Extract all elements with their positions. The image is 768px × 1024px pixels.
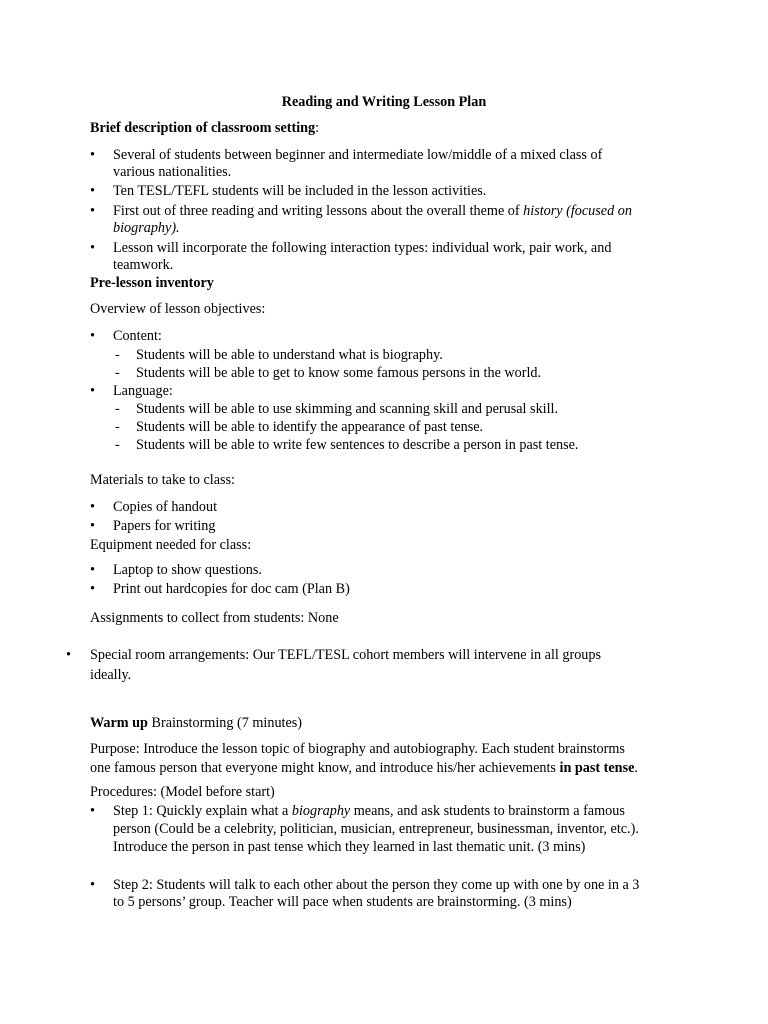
special-arrangements-line-1: Special room arrangements: Our TEFL/TESL cohort members will intervene in all groups <box>90 647 602 663</box>
step-2-line-2: to 5 persons’ group. Teacher will pace when students are brainstorming. (3 mins) <box>113 894 572 910</box>
setting-bullet-3-line-1: First out of three reading and writing lessons about the overall theme of history (focused on <box>113 203 632 219</box>
bullet-glyph: • <box>90 147 95 163</box>
bullet-glyph: • <box>90 877 95 893</box>
equipment-label: Equipment needed for class: <box>90 537 252 553</box>
page-title: Reading and Writing Lesson Plan <box>281 94 487 110</box>
dash-glyph: - <box>115 437 120 453</box>
language-item: Students will be able to identify the appearance of past tense. <box>136 419 484 435</box>
bullet-glyph: • <box>90 581 95 597</box>
bullet-glyph: • <box>90 203 95 219</box>
materials-label: Materials to take to class: <box>90 472 235 488</box>
content-label: Content: <box>113 328 162 344</box>
bullet-glyph: • <box>90 499 95 515</box>
assignments-line: Assignments to collect from students: None <box>90 610 339 626</box>
bullet-glyph: • <box>90 328 95 344</box>
warmup-purpose-line-2: one famous person that everyone might know, and introduce his/her achievements in past tense. <box>90 760 638 776</box>
step-1-line-2: person (Could be a celebrity, politician, musician, entrepreneur, businessman, inventor, etc.). <box>113 821 639 837</box>
equipment-item: Laptop to show questions. <box>113 562 262 578</box>
setting-heading: Brief description of classroom setting: <box>90 120 320 136</box>
inventory-heading: Pre-lesson inventory <box>90 275 214 291</box>
objectives-overview: Overview of lesson objectives: <box>90 301 266 317</box>
step-1-line-3: Introduce the person in past tense which they learned in last thematic unit. (3 mins) <box>113 839 586 855</box>
bullet-glyph: • <box>90 240 95 256</box>
bullet-glyph: • <box>90 183 95 199</box>
special-arrangements-line-2: ideally. <box>90 667 132 683</box>
step-1-line-1: Step 1: Quickly explain what a biography means, and ask students to brainstorm a famous <box>113 803 625 819</box>
dash-glyph: - <box>115 419 120 435</box>
setting-bullet-3-line-2: biography). <box>113 220 180 236</box>
bullet-glyph: • <box>90 803 95 819</box>
material-item: Copies of handout <box>113 499 218 515</box>
bullet-glyph: • <box>90 383 95 399</box>
setting-bullet-4-line-1: Lesson will incorporate the following interaction types: individual work, pair work, and <box>113 240 612 256</box>
dash-glyph: - <box>115 365 120 381</box>
bullet-glyph: • <box>90 562 95 578</box>
warmup-heading: Warm up Brainstorming (7 minutes) <box>90 715 303 731</box>
setting-bullet-4-line-2: teamwork. <box>113 257 174 273</box>
procedures-label: Procedures: (Model before start) <box>90 784 275 800</box>
setting-bullet-1-line-1: Several of students between beginner and intermediate low/middle of a mixed class of <box>113 147 603 163</box>
bullet-glyph: • <box>66 647 71 663</box>
language-item: Students will be able to write few sentences to describe a person in past tense. <box>136 437 579 453</box>
language-item: Students will be able to use skimming and scanning skill and perusal skill. <box>136 401 559 417</box>
step-2-line-1: Step 2: Students will talk to each other about the person they come up with one by one in a 3 <box>113 877 640 893</box>
equipment-item: Print out hardcopies for doc cam (Plan B) <box>113 581 350 597</box>
language-label: Language: <box>113 383 173 399</box>
material-item: Papers for writing <box>113 518 216 534</box>
dash-glyph: - <box>115 347 120 363</box>
setting-bullet-1-line-2: various nationalities. <box>113 164 232 180</box>
dash-glyph: - <box>115 401 120 417</box>
bullet-glyph: • <box>90 518 95 534</box>
setting-bullet-2: Ten TESL/TEFL students will be included in the lesson activities. <box>113 183 487 199</box>
warmup-purpose-line-1: Purpose: Introduce the lesson topic of biography and autobiography. Each student brainstorms <box>90 741 625 757</box>
content-item: Students will be able to get to know some famous persons in the world. <box>136 365 542 381</box>
content-item: Students will be able to understand what is biography. <box>136 347 443 363</box>
